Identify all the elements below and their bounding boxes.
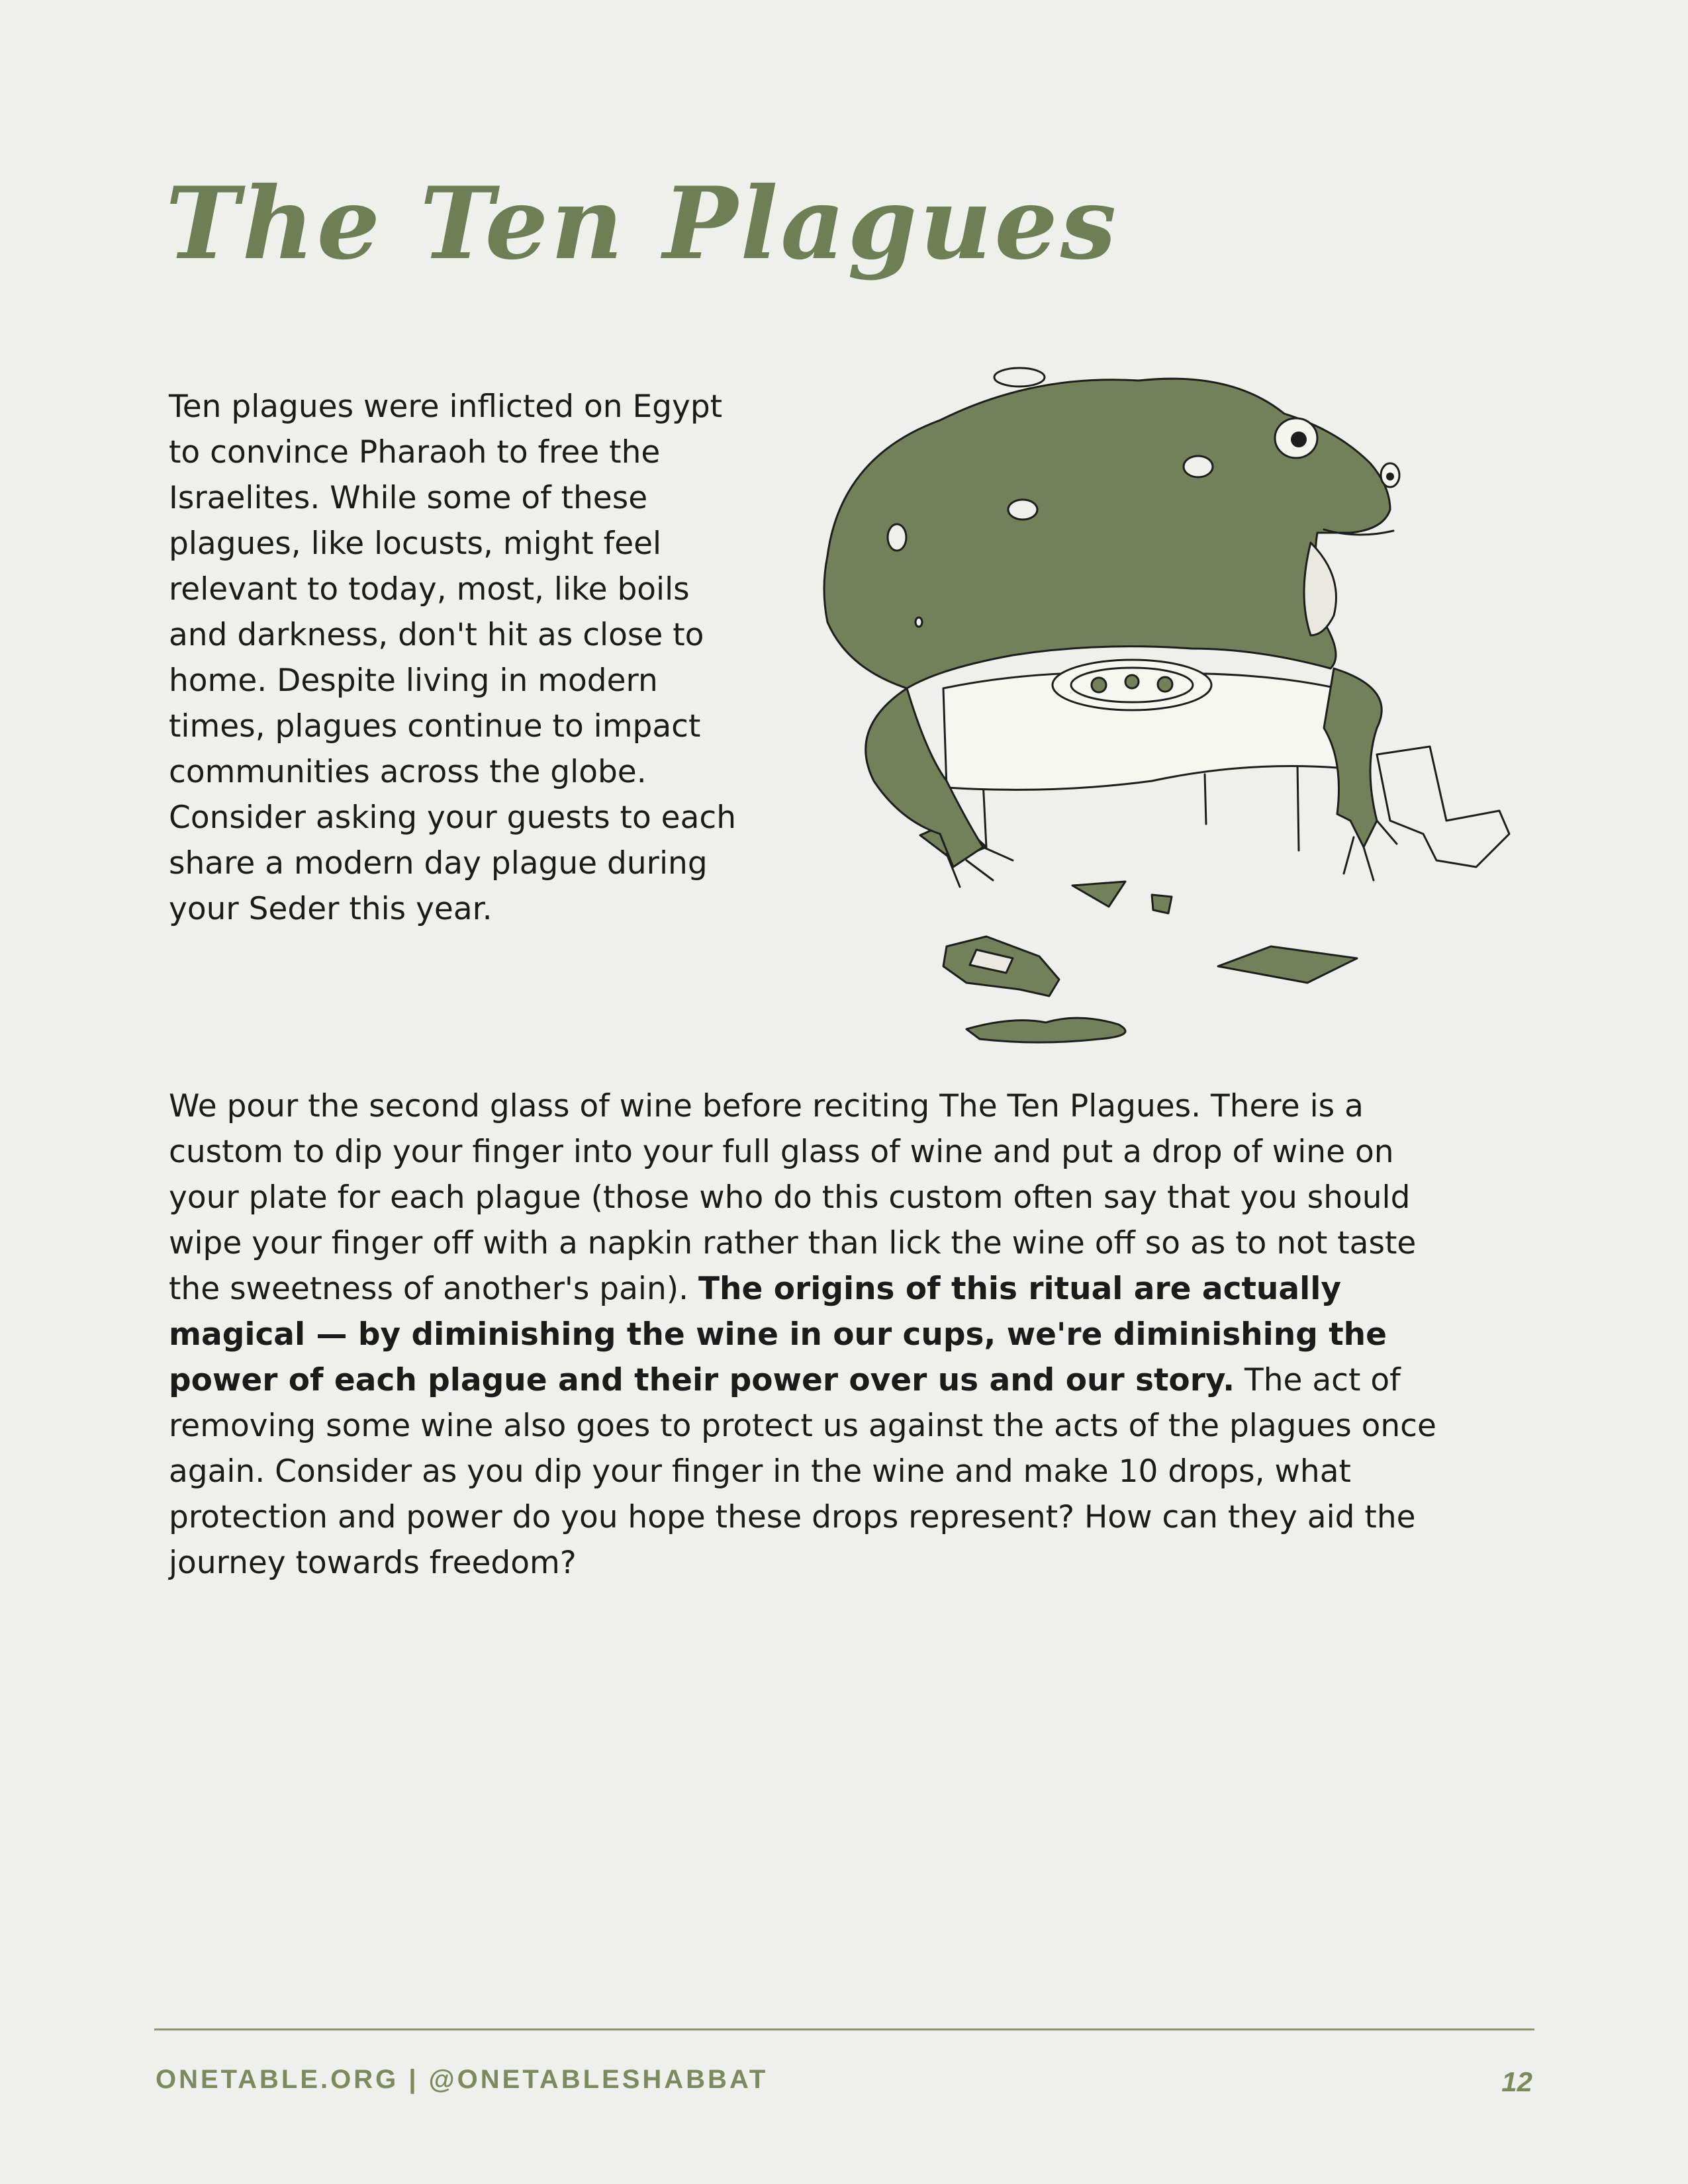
footer-website-handle: ONETABLE.ORG | @ONETABLESHABBAT bbox=[156, 2065, 769, 2094]
intro-paragraph: Ten plagues were inflicted on Egypt to convince Pharaoh to free the Israelites. While some of these plagues, like locusts, might feel relevant to today, most, like boils and darkness, don't hit as close to home. Despite living in modern times, plagues continue to impact communities across the globe. Consider asking your guests to each share a modern day plague during your Seder this year. bbox=[169, 388, 737, 927]
frog-on-seder-table-illustration bbox=[728, 357, 1549, 1059]
body-text-part2: The act of removing some wine also goes to protect us against the acts of the plagues once again. Consider as you dip your finger in the wine and make 10 drops, what protection and power do you hope these drops represent? How can they aid the journey towards freedom? bbox=[169, 1362, 1436, 1581]
page-title: The Ten Plagues bbox=[165, 165, 1119, 282]
body-text-part1: We pour the second glass of wine before reciting The Ten Plagues. There is a custom to dip your finger into your full glass of wine and put a drop of wine on your plate for each plague (those who do this custom often say that you should wipe your finger off with a napkin rather than lick the wine off so as to not taste the sweetness of another's pain). bbox=[169, 1088, 1417, 1307]
page-number: 12 bbox=[1501, 2066, 1532, 2097]
body-text-bold: The origins of this ritual are actually magical — by diminishing the wine in our cups, we're diminishing the power of each plague and their power over us and our story. bbox=[169, 1271, 1387, 1398]
body-paragraph bbox=[169, 1083, 1460, 1586]
footer-divider bbox=[154, 2028, 1534, 2030]
